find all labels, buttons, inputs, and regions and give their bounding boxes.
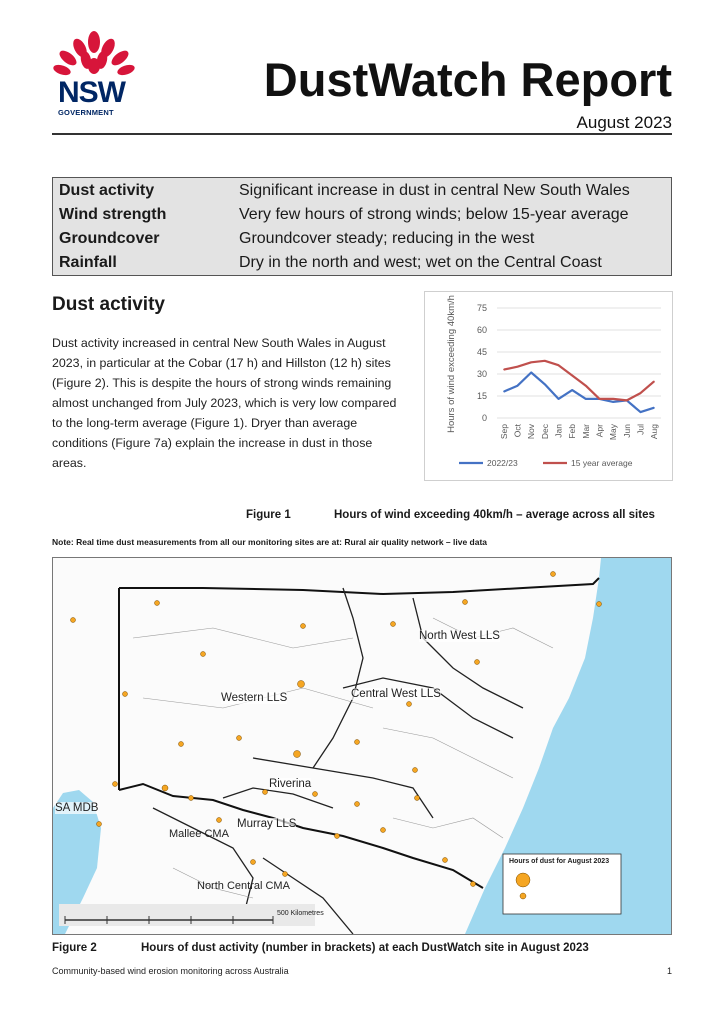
chart-x-tick-label: Mar <box>580 424 591 439</box>
dustwatch-site-map <box>52 557 672 935</box>
section-heading: Dust activity <box>52 294 165 315</box>
logo-subtext: GOVERNMENT <box>58 108 114 117</box>
chart-legend-label: 15 year average <box>571 458 633 468</box>
report-date: August 2023 <box>576 113 672 132</box>
chart-x-tick-label: Sep <box>498 424 509 440</box>
chart-x-tick-label: Feb <box>567 424 578 439</box>
chart-data-point <box>585 398 586 399</box>
summary-value: Very few hours of strong winds; below 15-year average <box>239 206 629 223</box>
chart-x-tick-label: Oct <box>512 424 523 438</box>
page-number: 1 <box>666 966 672 976</box>
data-note: Note: Real time dust measurements from all our monitoring sites are at: Rural air quality network – live data <box>52 537 488 547</box>
chart-y-tick-label: 15 <box>476 391 487 401</box>
region-label: Mallee CMA <box>169 828 229 840</box>
report-title: DustWatch Report <box>263 53 672 106</box>
scale-label: 500 Kilometres <box>277 910 324 917</box>
chart-data-point <box>531 372 532 373</box>
chart-x-tick-label: May <box>608 424 619 441</box>
chart-y-tick-label: 60 <box>476 325 487 335</box>
region-label: Riverina <box>269 778 312 790</box>
summary-row <box>53 178 672 204</box>
chart-x-tick-label: Dec <box>539 424 550 440</box>
logo-wordmark: NSW <box>58 76 125 109</box>
section-body: Dust activity increased in central New South Wales in August 2023, in particular at the Cobar (17 h) and Hillston (12 h) sites (Figure 2). This is despite the hours of strong winds remaining almost unchanged from July 2023, which is very low compared to the long-term average (Figure 1). Dryer than average conditions (Figure 7a) explain the increase in dust in those areas. <box>52 336 397 470</box>
summary-key: Rainfall <box>59 254 117 271</box>
summary-key: Dust activity <box>59 182 155 199</box>
chart-data-point <box>531 362 532 363</box>
wind-hours-chart <box>424 291 673 481</box>
chart-data-point <box>572 390 573 391</box>
summary-table <box>52 177 672 276</box>
chart-x-tick-label: Aug <box>649 424 660 440</box>
chart-data-point <box>544 384 545 385</box>
chart-data-point <box>613 401 614 402</box>
region-label: SA MDB <box>55 802 99 814</box>
council-lines <box>133 618 553 898</box>
header-divider <box>52 133 672 135</box>
chart-data-point <box>654 381 655 382</box>
legend-dot-small <box>520 893 526 899</box>
summary-key: Wind strength <box>59 206 167 223</box>
chart-data-point <box>572 375 573 376</box>
region-label: North West LLS <box>419 630 500 642</box>
legend-dot-large <box>516 873 530 887</box>
region-label: Murray LLS <box>237 818 297 830</box>
summary-row <box>53 203 672 227</box>
chart-x-tick-label: Jan <box>553 424 564 438</box>
chart-data-point <box>599 398 600 399</box>
chart-y-tick-label: 75 <box>476 303 487 313</box>
map-legend-title: Hours of dust for August 2023 <box>509 858 610 865</box>
chart-data-point <box>517 366 518 367</box>
figure2-caption: Hours of dust activity (number in brackets) at each DustWatch site in August 2023 <box>141 942 589 954</box>
chart-data-point <box>558 398 559 399</box>
chart-data-point <box>654 407 655 408</box>
chart-data-point <box>544 360 545 361</box>
chart-data-point <box>626 400 627 401</box>
chart-x-tick-label: Jul <box>635 424 646 435</box>
chart-data-point <box>517 385 518 386</box>
summary-value: Significant increase in dust in central New South Wales <box>239 182 630 199</box>
chart-series-line <box>504 373 654 413</box>
chart-x-tick-label: Jun <box>621 424 632 438</box>
summary-key: Groundcover <box>59 230 160 247</box>
chart-svg <box>425 292 672 480</box>
chart-data-point <box>558 365 559 366</box>
region-label: Western LLS <box>221 692 288 704</box>
chart-data-point <box>640 412 641 413</box>
summary-value: Groundcover steady; reducing in the west <box>239 230 535 247</box>
chart-y-tick-label: 0 <box>481 413 487 423</box>
chart-x-tick-label: Apr <box>594 424 605 438</box>
chart-y-tick-label: 30 <box>476 369 487 379</box>
chart-data-point <box>503 391 504 392</box>
chart-x-tick-label: Nov <box>526 424 537 440</box>
summary-row <box>53 227 672 251</box>
chart-data-point <box>503 369 504 370</box>
summary-row <box>53 251 672 276</box>
chart-data-point <box>640 392 641 393</box>
chart-y-axis-label: Hours of wind exceeding 40km/h <box>446 295 457 433</box>
chart-y-tick-label: 45 <box>476 347 487 357</box>
chart-legend-label: 2022/23 <box>487 458 518 468</box>
figure1-caption: Hours of wind exceeding 40km/h – average across all sites <box>334 509 655 521</box>
chart-data-point <box>613 398 614 399</box>
figure1-label: Figure 1 <box>246 509 291 521</box>
figure2-label: Figure 2 <box>52 942 97 954</box>
region-label: North Central CMA <box>197 880 290 892</box>
footer-text: Community-based wind erosion monitoring across Australia <box>52 966 289 976</box>
map-svg <box>53 558 671 934</box>
chart-data-point <box>585 385 586 386</box>
region-label: Central West LLS <box>351 688 441 700</box>
summary-value: Dry in the north and west; wet on the Central Coast <box>239 254 602 271</box>
